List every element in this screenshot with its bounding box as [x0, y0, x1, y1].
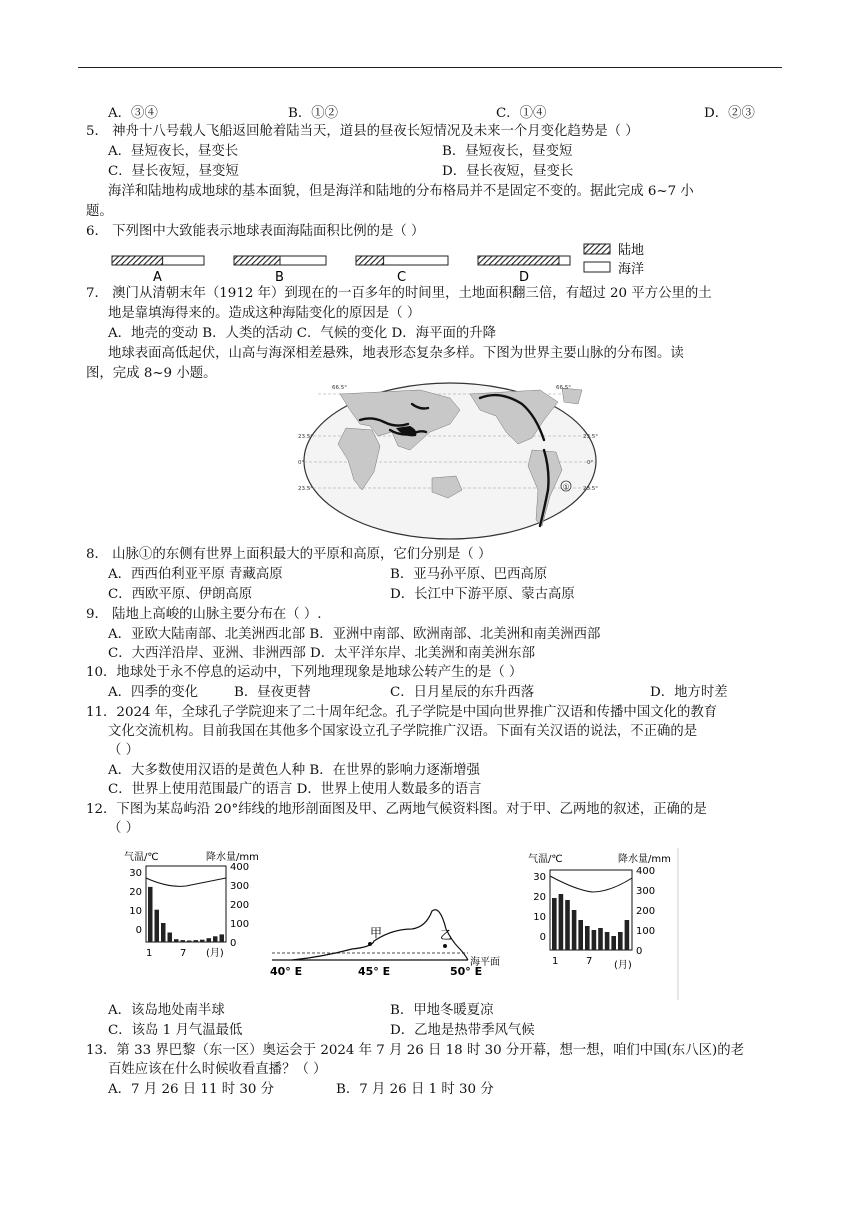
precip-bar [155, 910, 160, 942]
tick: 0 [135, 925, 142, 936]
precip-bar [220, 934, 225, 942]
tick: 0 [539, 932, 546, 943]
ratio-bar-label: D [519, 270, 530, 285]
profile-xlabel: 45° E [358, 965, 391, 978]
precip-bar [565, 900, 570, 950]
lat-label: 66.5° [556, 385, 571, 391]
legend-land-swatch [584, 244, 610, 254]
q8-stem: 8． 山脉①的东侧有世界上面积最大的平原和高原，它们分别是（ ） [86, 547, 492, 562]
q8-option-a[interactable]: A．西西伯利亚平原 青藏高原 [108, 567, 283, 582]
lat-label: 23.5° [583, 486, 598, 492]
q12-stem-line2: （ ） [108, 821, 140, 836]
legend-ocean-swatch [584, 262, 610, 272]
tick: 1 [146, 948, 153, 959]
climate-chart-yi [520, 848, 680, 971]
q4-option-b[interactable]: B．①② [288, 106, 339, 121]
precip-bar [148, 887, 153, 942]
world-mountains-map [300, 380, 600, 542]
q12-option-b[interactable]: B．甲地冬暖夏凉 [390, 1003, 494, 1018]
tick: 30 [533, 872, 546, 883]
precip-bar [572, 910, 577, 950]
intro-6-7-line2: 题。 [86, 204, 113, 219]
q4-option-a[interactable]: A．③④ [108, 106, 158, 121]
ratio-bar-label: C [397, 270, 407, 285]
q4-option-d[interactable]: D．②③ [704, 106, 755, 121]
tick: 0 [636, 946, 643, 957]
legend-land-label: 陆地 [618, 243, 645, 258]
q9-options-ab[interactable]: A．亚欧大陆南部、北美洲西北部 B．亚洲中南部、欧洲南部、北美洲和南美洲西部 [108, 627, 601, 642]
ratio-bar-label: B [275, 270, 284, 285]
q5-option-d[interactable]: D．昼长夜短，昼变长 [442, 164, 574, 179]
ratio-bar-label: A [153, 270, 162, 285]
profile-xlabel: 50° E [450, 965, 483, 978]
ratio-bar-land-fill [478, 256, 559, 265]
q8-option-d[interactable]: D．长江中下游平原、蒙古高原 [390, 587, 575, 602]
q12-option-c[interactable]: C．该岛 1 月气温最低 [108, 1023, 243, 1038]
q11-options-ab[interactable]: A．大多数使用汉语的是黄色人种 B．在世界的影响力逐渐增强 [108, 763, 480, 778]
q7-stem-line2: 地是靠填海得来的。造成这种海陆变化的原因是（ ） [108, 306, 421, 321]
q10-option-b[interactable]: B．昼夜更替 [234, 685, 311, 700]
precip-bar [585, 926, 590, 950]
precip-bar [181, 940, 186, 942]
precip-bar [611, 936, 616, 950]
tick: 30 [129, 868, 142, 879]
q12-stem-line1: 12．下图为某岛屿沿 20°纬线的地形剖面图及甲、乙两地气候资料图。对于甲、乙两地的叙述，正确的是 [86, 802, 707, 817]
precip-bar [578, 920, 583, 950]
q5-option-a[interactable]: A．昼短夜长，昼变长 [108, 144, 239, 159]
tick: 100 [636, 926, 656, 937]
q12-option-a[interactable]: A．该岛地处南半球 [108, 1003, 225, 1018]
q5-option-b[interactable]: B．昼短夜长，昼变短 [442, 144, 573, 159]
q7-options[interactable]: A．地壳的变动 B．人类的活动 C．气候的变化 D．海平面的升降 [108, 326, 497, 341]
tick: (月) [614, 960, 632, 971]
precip-bar [161, 923, 166, 942]
tick: 300 [636, 886, 656, 897]
tick: 100 [230, 919, 250, 930]
chart-left-precip-label: 降水量/mm [206, 852, 259, 863]
tick: 7 [586, 956, 593, 967]
q13-stem-line1: 13．第 33 界巴黎（东一区）奥运会于 2024 年 7 月 26 日 18 时 30 分开幕，想一想，咱们中国(东八区)的老 [86, 1043, 744, 1058]
tick: (月) [206, 948, 224, 959]
q4-option-c[interactable]: C．①④ [496, 106, 547, 121]
chart-left-temp-label: 气温/℃ [124, 852, 159, 863]
legend-ocean-label: 海洋 [618, 262, 645, 277]
label-sea-level: 海平面 [470, 957, 500, 968]
q11-stem-line2: 文化交流机构。目前我国在其他多个国家设立孔子学院推广汉语。下面有关汉语的说法，不正确的是 [108, 724, 698, 739]
ratio-bar-land-fill [234, 256, 280, 265]
q9-options-cd[interactable]: C．大西洋沿岸、亚洲、非洲西部 D．太平洋东岸、北美洲和南美洲东部 [108, 646, 535, 661]
q11-stem-line1: 11．2024 年，全球孔子学院迎来了二十周年纪念。孔子学院是中国向世界推广汉语和传播中国文化的教育 [86, 705, 718, 720]
precip-bar [200, 940, 205, 942]
precip-bar [187, 941, 192, 943]
intro-8-9-line1: 地球表面高低起伏，山高与海深相差悬殊，地表形态复杂多样。下图为世界主要山脉的分布图。读 [108, 346, 684, 361]
precip-bar [618, 932, 623, 950]
q10-stem: 10．地球处于永不停息的运动中，下列地理现象是地球公转产生的是（ ） [86, 665, 523, 680]
q5-option-c[interactable]: C．昼长夜短，昼变短 [108, 164, 239, 179]
q8-option-b[interactable]: B．亚马孙平原、巴西高原 [390, 567, 548, 582]
label-yi: 乙 [440, 928, 453, 942]
chart-right-precip-label: 降水量/mm [618, 854, 671, 865]
precip-bar [552, 898, 557, 950]
lat-label: 23.5° [298, 486, 313, 492]
precip-bar [213, 936, 218, 942]
tick: 7 [180, 948, 187, 959]
lat-label: 23.5° [298, 434, 313, 440]
lat-label: 66.5° [332, 385, 347, 391]
precip-bar [194, 940, 199, 942]
tick: 20 [533, 892, 546, 903]
lat-label: 0° [298, 460, 305, 466]
precip-bar [605, 932, 610, 950]
q9-stem: 9． 陆地上高峻的山脉主要分布在（ ）. [86, 607, 322, 622]
q6-stem: 6． 下列图中大致能表示地球表面海陆面积比例的是（ ） [86, 224, 425, 239]
q6-ratio-bars [100, 240, 700, 284]
q10-option-a[interactable]: A．四季的变化 [108, 685, 199, 700]
q5-stem: 5． 神舟十八号载人飞船返回舱着陆当天，道县的昼夜长短情况及未来一个月变化趋势是（ ） [86, 124, 639, 139]
tick: 400 [230, 862, 250, 873]
terrain-profile [262, 905, 522, 977]
label-jia: 甲 [370, 926, 383, 940]
q10-option-d[interactable]: D．地方时差 [650, 685, 728, 700]
q13-option-a[interactable]: A．7 月 26 日 11 时 30 分 [108, 1082, 275, 1097]
ratio-bar-land-fill [112, 256, 163, 265]
precip-bar [168, 933, 173, 943]
precip-bar [207, 938, 212, 942]
header-rule [78, 67, 782, 68]
intro-6-7-line1: 海洋和陆地构成地球的基本面貌，但是海洋和陆地的分布格局并不是固定不变的。据此完成 6~7 小 [108, 184, 694, 199]
intro-8-9-line2: 图，完成 8~9 小题。 [86, 366, 217, 381]
tick: 20 [129, 887, 142, 898]
climate-chart-jia [118, 848, 259, 959]
profile-xlabel: 40° E [270, 965, 303, 978]
q7-stem-line1: 7． 澳门从清朝末年（1912 年）到现在的一百多年的时间里，土地面积翻三倍，有超过 20 平方公里的土 [86, 286, 712, 301]
q10-option-c[interactable]: C．日月星辰的东升西落 [390, 685, 535, 700]
tick: 200 [636, 906, 656, 917]
tick: 200 [230, 900, 250, 911]
tick: 0 [230, 938, 237, 949]
q11-stem-line3: （ ） [108, 743, 140, 758]
lat-label: 23.5° [583, 434, 598, 440]
tick: 300 [230, 881, 250, 892]
ratio-bar-land-fill [356, 256, 384, 265]
precip-bar [174, 939, 179, 942]
tick: 10 [129, 906, 142, 917]
tick: 1 [552, 956, 559, 967]
tick: 10 [533, 912, 546, 923]
precip-bar [592, 930, 597, 950]
q12-option-d[interactable]: D．乙地是热带季风气候 [390, 1023, 535, 1038]
marker-1-label: ① [562, 482, 570, 492]
precip-bar [598, 928, 603, 950]
chart-right-temp-label: 气温/℃ [528, 854, 563, 865]
lat-label: 0° [587, 460, 594, 466]
precip-bar [559, 894, 564, 950]
q13-option-b[interactable]: B．7 月 26 日 1 时 30 分 [336, 1082, 494, 1097]
tick: 400 [636, 866, 656, 877]
q8-option-c[interactable]: C．西欧平原、伊朗高原 [108, 587, 253, 602]
q11-options-cd[interactable]: C．世界上使用范围最广的语言 D．世界上使用人数最多的语言 [108, 782, 482, 797]
precip-bar [625, 920, 630, 950]
q13-stem-line2: 百姓应该在什么时候收看直播？（ ） [108, 1062, 327, 1077]
